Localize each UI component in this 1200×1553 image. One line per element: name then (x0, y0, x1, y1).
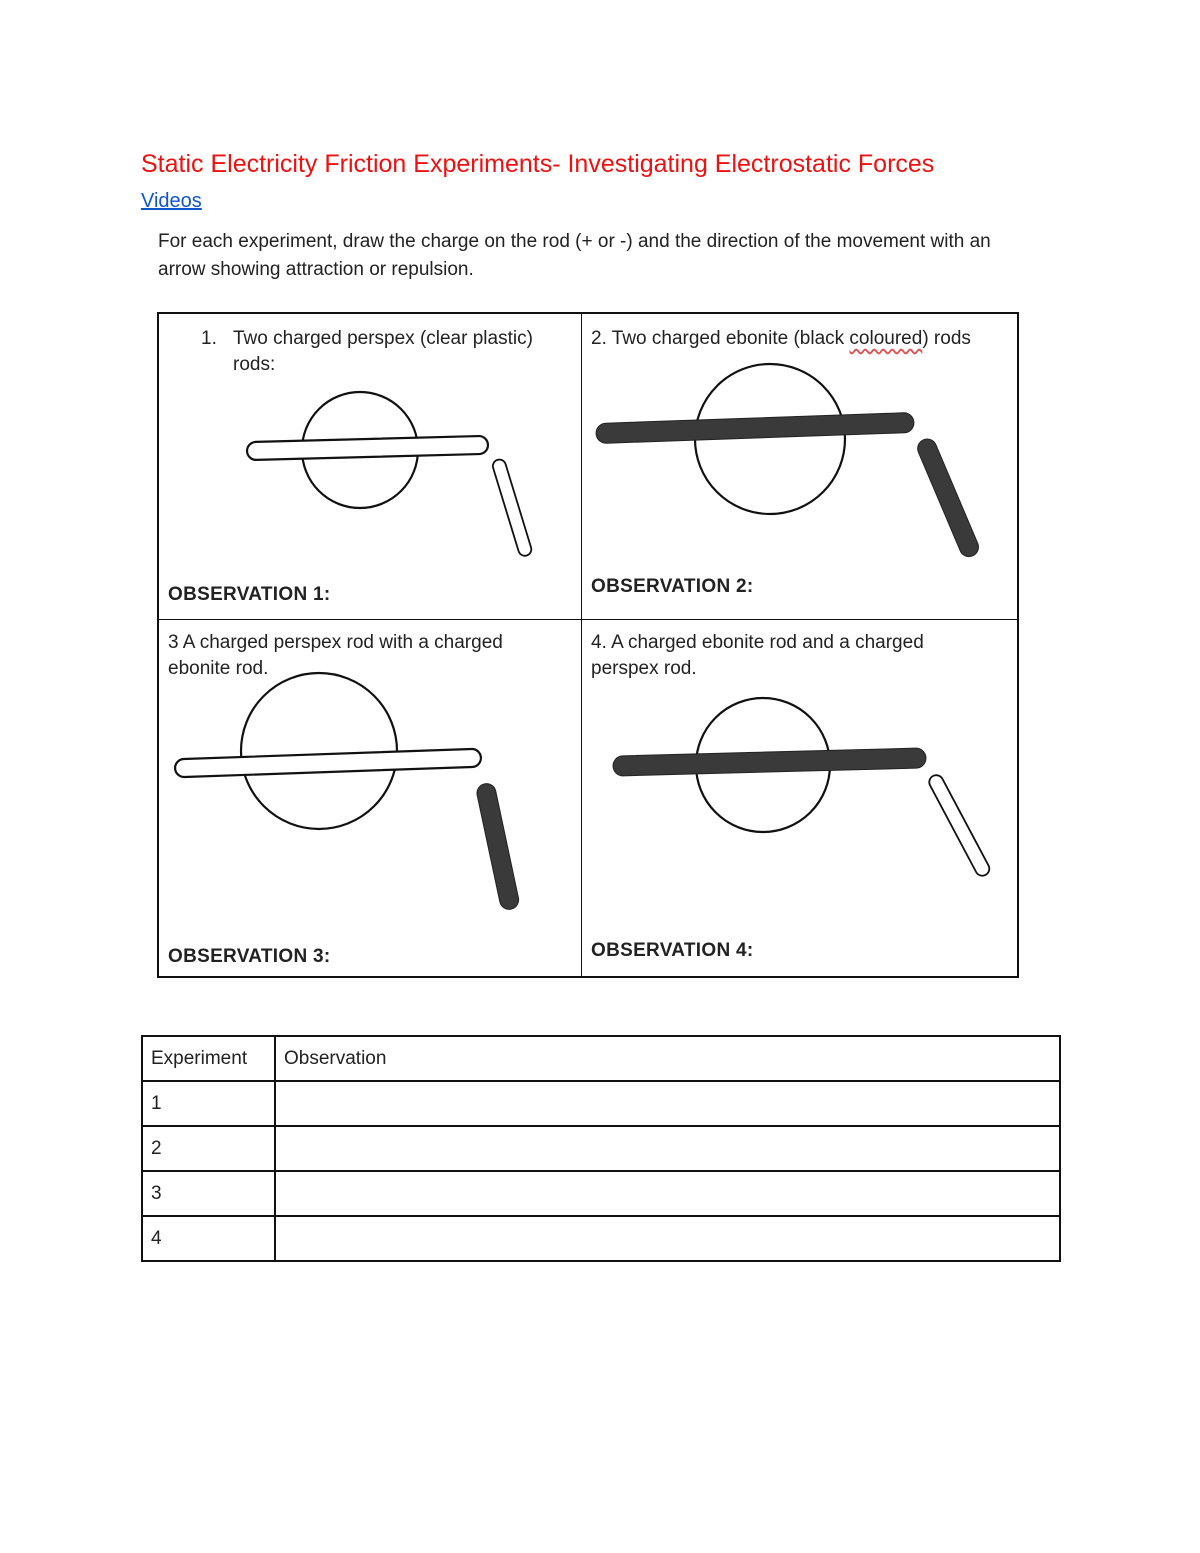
experiment-1-diagram (159, 314, 582, 620)
experiment-4-cell (582, 620, 1019, 976)
ebonite-rod-suspended (596, 412, 915, 443)
experiment-1-cell (159, 314, 582, 620)
videos-link[interactable]: Videos (141, 190, 202, 212)
table-row (142, 1081, 1060, 1126)
experiment-3-cell (159, 620, 582, 976)
experiment-3-diagram (159, 620, 582, 976)
experiment-number-cell: 4 (142, 1216, 275, 1261)
header-experiment: Experiment (142, 1036, 275, 1081)
experiment-2-cell (582, 314, 1019, 620)
ebonite-rod-held (475, 782, 520, 911)
perspex-rod-held (927, 773, 992, 878)
experiment-number-cell: 2 (142, 1126, 275, 1171)
table-header-row (142, 1036, 1060, 1081)
table-row (142, 1171, 1060, 1216)
observation-4-label: OBSERVATION 4: (591, 940, 754, 961)
experiment-2-description: 2. Two charged ebonite (black coloured) rods (591, 328, 971, 349)
suspension-ring (241, 673, 397, 829)
table-row (142, 1126, 1060, 1171)
experiment-number-cell: 3 (142, 1171, 275, 1216)
experiment-1-description: Two charged perspex (clear plastic) rods: (233, 328, 533, 375)
experiment-2-diagram (582, 314, 1019, 620)
ebonite-rod-suspended (613, 748, 926, 776)
table-row (142, 1216, 1060, 1261)
observation-cell[interactable] (275, 1216, 1060, 1261)
experiments-grid (157, 312, 1019, 978)
instructions-text: For each experiment, draw the charge on the rod (+ or -) and the direction of the movement with an arrow showing attraction or repulsion. (158, 231, 991, 280)
experiment-1-number: 1. (201, 328, 217, 349)
experiment-4-diagram (582, 620, 1019, 976)
header-observation: Observation (275, 1036, 1060, 1081)
perspex-rod-suspended (247, 436, 488, 460)
page-title: Static Electricity Friction Experiments- Investigating Electrostatic Forces (141, 150, 935, 178)
observation-cell[interactable] (275, 1126, 1060, 1171)
perspex-rod-held (491, 458, 533, 557)
observation-table (141, 1035, 1061, 1262)
observation-2-label: OBSERVATION 2: (591, 576, 754, 597)
ebonite-rod-held (915, 436, 982, 559)
perspex-rod-suspended (175, 749, 481, 778)
experiment-number-cell: 1 (142, 1081, 275, 1126)
experiment-3-description: 3 A charged perspex rod with a charged ebonite rod. (168, 632, 503, 679)
experiment-4-description: 4. A charged ebonite rod and a charged perspex rod. (591, 632, 924, 679)
observation-cell[interactable] (275, 1171, 1060, 1216)
observation-1-label: OBSERVATION 1: (168, 584, 331, 605)
observation-3-label: OBSERVATION 3: (168, 946, 331, 967)
observation-cell[interactable] (275, 1081, 1060, 1126)
